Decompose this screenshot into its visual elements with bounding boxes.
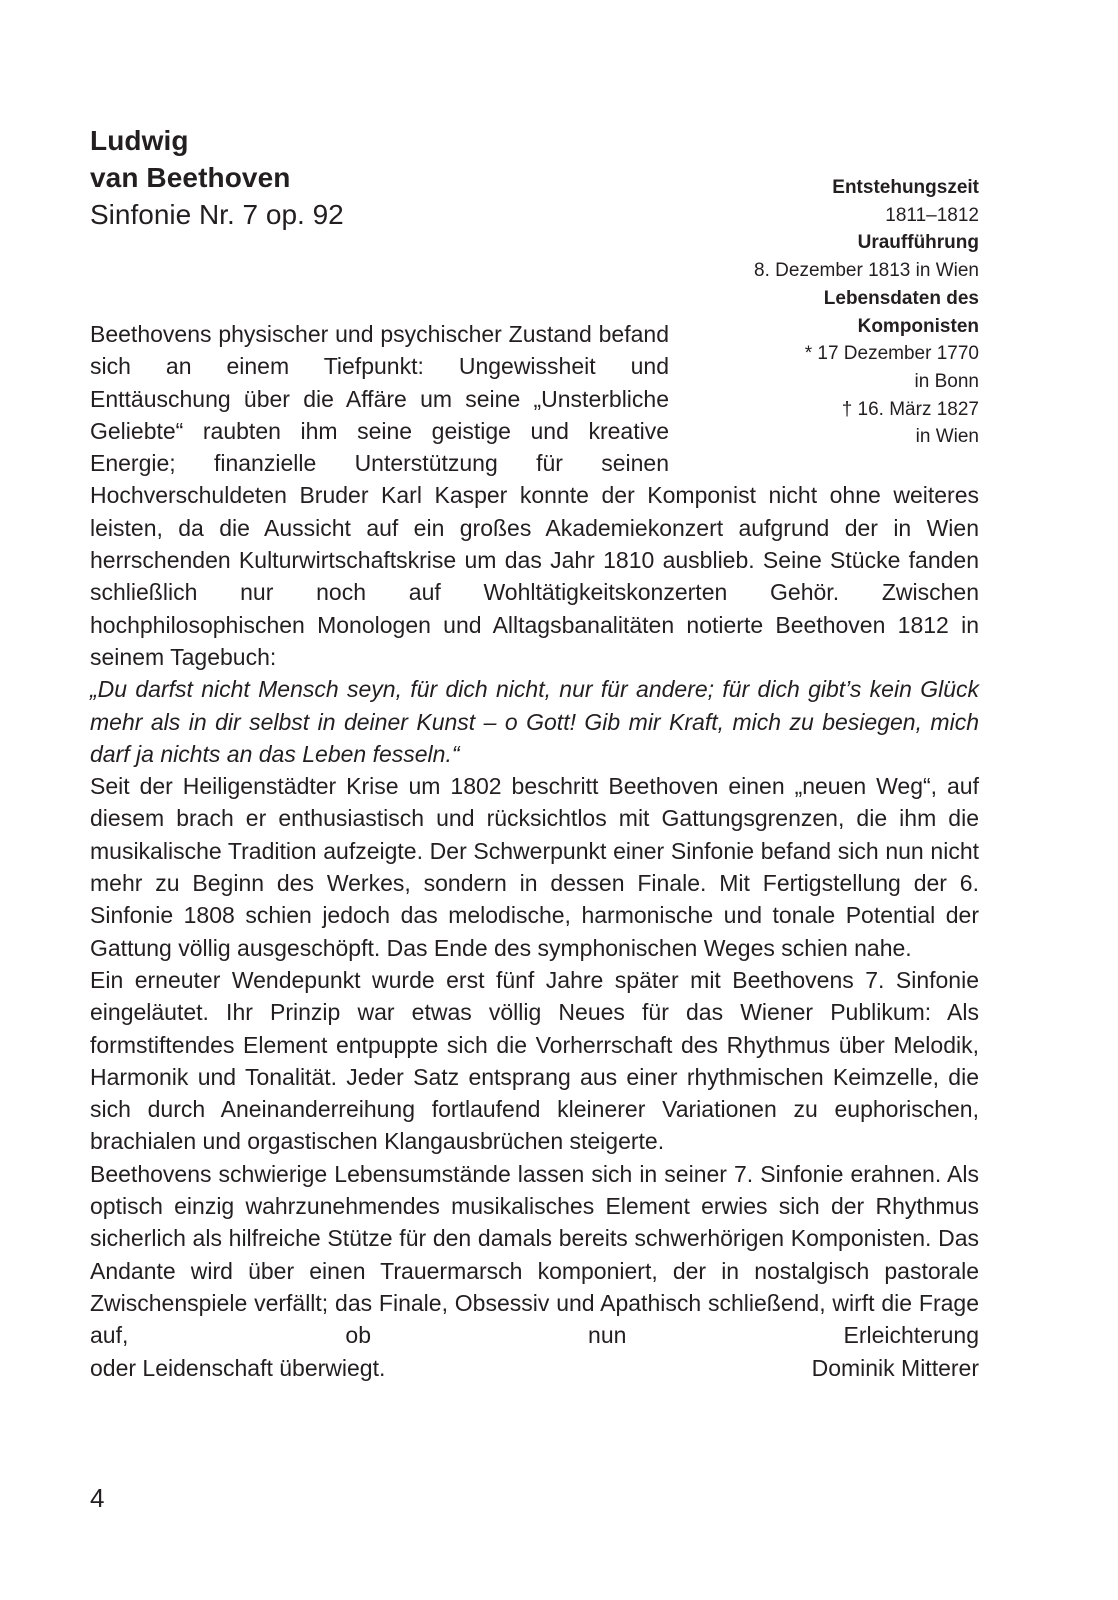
died-date: † 16. März 1827 [841,398,979,420]
paragraph-1: Beethovens physischer und psychischer Zustand befand sich an einem Tiefpunkt: Ungewissheit und Enttäuschung über die Affäre um seine „Unsterbliche Geliebte“ raubten ihm seine geistige und kreative Energie; finanzielle Unterstützung für seinen Hochverschuldeten Bruder Karl Kasper konnte der Komponist nicht ohne weiteres leisten, da die Aussicht auf ein großes Akademiekonzert aufgrund der in Wien herrschenden Kulturwirtschaftskrise um das Jahr 1810 ausblieb. Seine Stücke fanden schließlich nur noch auf Wohltätigkeitskonzerten Gehör. Zwischen hochphilosophischen Monologen und Alltagsbanalitäten notierte Beethoven 1812 in seinem Tagebuch: [90,321,979,670]
closing-line [90,1352,979,1384]
lebensdaten-label-2: Komponisten [857,315,979,337]
urauffuehrung-label: Uraufführung [857,232,979,254]
sidebar-spacer [669,318,979,478]
born-place: in Bonn [914,370,979,392]
composer-name-line-2: van Beethoven [90,162,291,193]
author-signature: Dominik Mitterer [811,1354,979,1381]
urauffuehrung-value: 8. Dezember 1813 in Wien [754,260,979,282]
title-block [90,122,510,233]
paragraph-2: Seit der Heiligenstädter Krise um 1802 beschritt Beethoven einen „neuen Weg“, auf diesem brach er enthusiastisch und rücksichtlos mit Gattungsgrenzen, die ihm die musikalische Tradition aufzeigte. Der Schwerpunkt einer Sinfonie befand sich nun nicht mehr zu Beginn des Werkes, sondern in dessen Finale. Mit Fertigstellung der 6. Sinfonie 1808 schien jedoch das melodische, harmonische und tonale Potential der Gattung völlig ausgeschöpft. Das Ende des symphonischen Weges schien nahe. [90,773,979,961]
article-body [90,318,979,1384]
entstehung-value: 1811–1812 [885,204,979,226]
lebensdaten-label-1: Lebensdaten des [823,287,979,309]
page-number: 4 [90,1483,105,1513]
entstehung-label: Entstehungszeit [832,177,979,198]
paragraph-3: Ein erneuter Wendepunkt wurde erst fünf Jahre später mit Beethovens 7. Sinfonie eingeläutet. Ihr Prinzip war etwas völlig Neues für das Wiener Publikum: Als formstiftendes Element entpuppte sich die Vorherrschaft des Rhythmus über Melodik, Harmonik und Tonalität. Jeder Satz entsprang aus einer rhythmischen Keimzelle, die sich durch Aneinanderreihung fortlaufend kleinerer Variationen zu euphorischen, brachialen und orgastischen Klangausbrüchen steigerte. [90,966,979,1155]
diary-quote: „Du darfst nicht Mensch seyn, für dich nicht, nur für andere; für dich gibt’s kein Glück mehr als in dir selbst in deiner Kunst – o Gott! Gib mir Kraft, mich zu besiegen, mich darf ja nichts an das Leben fesseln.“ [90,676,979,767]
died-place: in Wien [915,426,979,448]
composer-name-line-1: Ludwig [90,125,189,156]
work-title: Sinfonie Nr. 7 op. 92 [90,199,344,230]
paragraph-4-end: oder Leidenschaft überwiegt. [90,1354,386,1381]
paragraph-4: Beethovens schwierige Lebensumstände lassen sich in seiner 7. Sinfonie erahnen. Als optisch einzig wahrzunehmendes musikalisches Element erwies sich der Rhythmus sicherlich als hilfreiche Stütze für den damals bereits schwerhörigen Komponisten. Das Andante wird über einen Trauermarsch komponiert, der in nostalgisch pastorale Zwischenspiele verfällt; das Finale, Obsessiv und Apathisch schließend, wirft die Frage auf, ob nun Erleichterung [90,1160,979,1349]
born-date: * 17 Dezember 1770 [804,343,979,365]
